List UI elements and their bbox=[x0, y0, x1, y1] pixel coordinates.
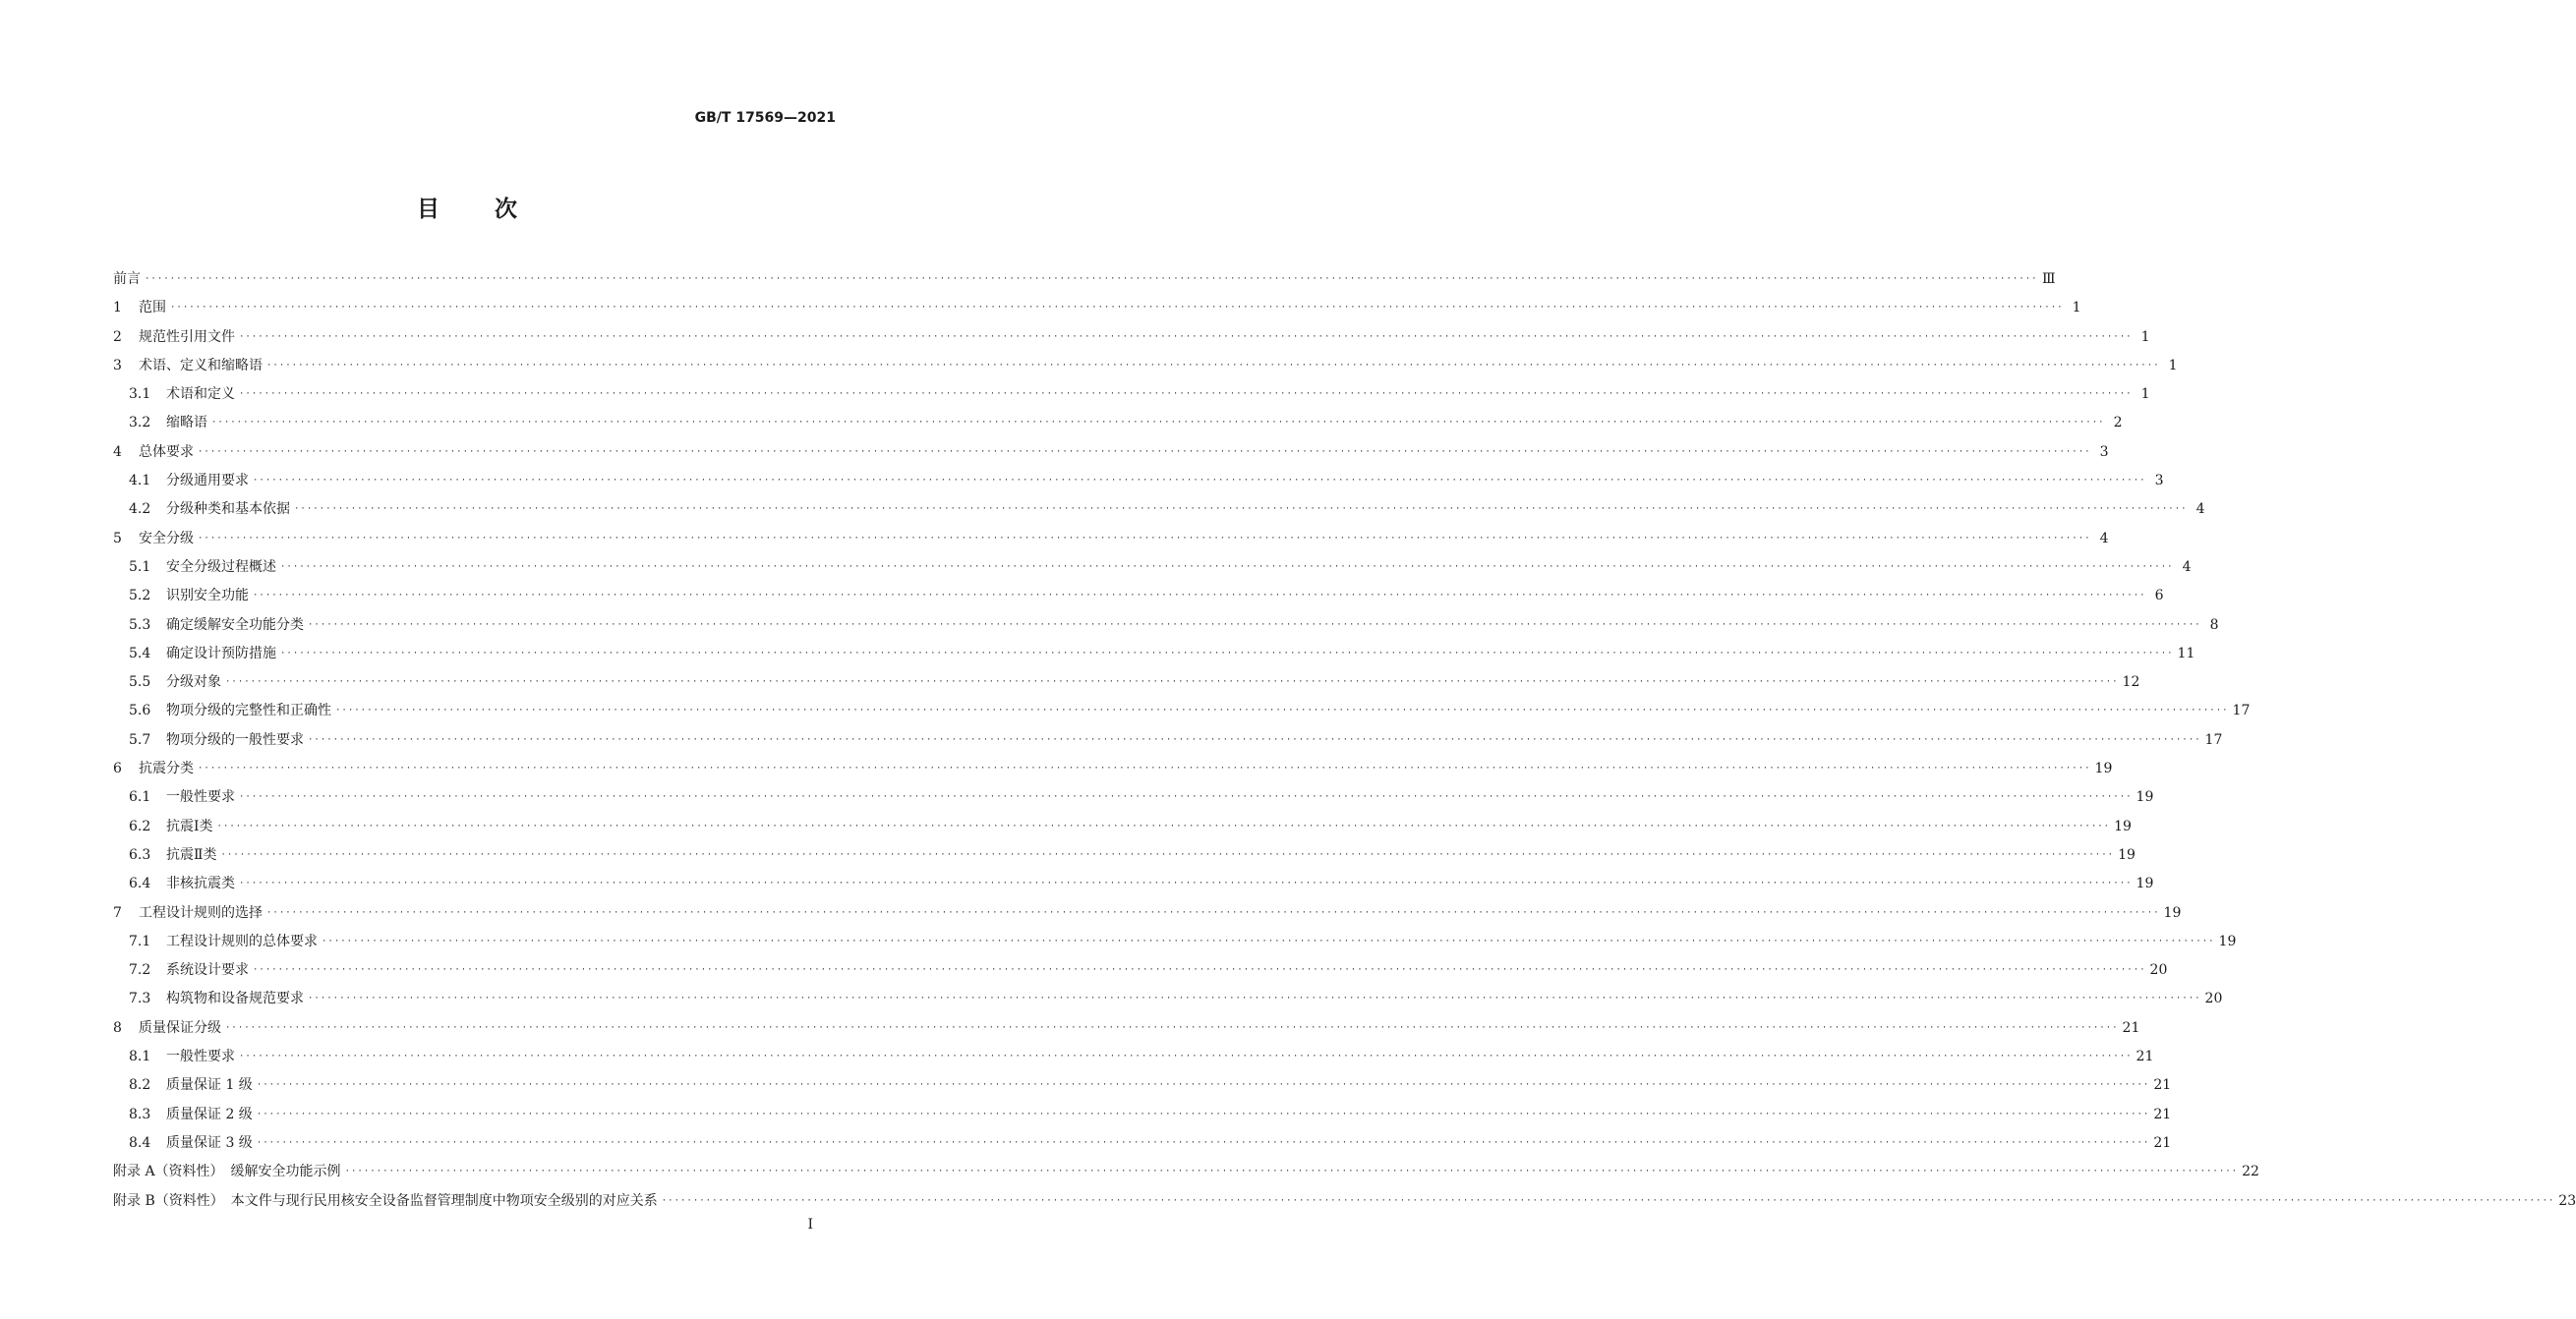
toc-entry[interactable] bbox=[113, 1101, 2172, 1129]
toc-entry-page: 17 bbox=[2232, 703, 2251, 719]
toc-entry[interactable] bbox=[113, 899, 2182, 928]
toc-entry[interactable] bbox=[113, 1129, 2172, 1158]
toc-entry-number: 2 bbox=[113, 328, 122, 345]
toc-leader-dots: ············································································································································································································································································································ bbox=[170, 303, 2064, 314]
toc-entry-number: 5.4 bbox=[129, 645, 151, 661]
toc-leader-dots: ············································································································································································································································································································ bbox=[198, 533, 2091, 544]
toc-entry-page: 8 bbox=[2209, 616, 2219, 633]
toc-leader-dots: ············································································································································································································································································································ bbox=[239, 389, 2133, 400]
toc-entry-label: 物项分级的一般性要求 bbox=[166, 731, 304, 748]
toc-entry-number: 5.3 bbox=[129, 616, 151, 633]
page-folio: I bbox=[807, 1217, 813, 1233]
toc-entry[interactable] bbox=[113, 755, 2113, 783]
toc-entry-number: 8 bbox=[113, 1019, 122, 1036]
toc-leader-dots: ············································································································································································································································································································ bbox=[216, 821, 2111, 832]
toc-entry-label: 分级对象 bbox=[166, 674, 221, 691]
toc-leader-dots: ············································································································································································································································································································ bbox=[239, 879, 2133, 889]
toc-entry-page: 6 bbox=[2154, 588, 2164, 604]
toc-entry[interactable] bbox=[113, 265, 2056, 294]
toc-entry-page: 20 bbox=[2204, 991, 2223, 1007]
toc-entry-page: 12 bbox=[2122, 674, 2140, 691]
toc-leader-dots: ············································································································································································································································································································ bbox=[308, 619, 2201, 630]
toc-entry[interactable] bbox=[113, 1014, 2140, 1043]
toc-leader-dots: ············································································································································································································································································································ bbox=[239, 1052, 2133, 1062]
toc-leader-dots: ············································································································································································································································································································ bbox=[225, 677, 2119, 688]
toc-leader-dots: ············································································································································································································································································································ bbox=[198, 446, 2091, 457]
toc-entry-number: 6 bbox=[113, 761, 122, 777]
toc-entry-page: 1 bbox=[2072, 300, 2081, 316]
toc-leader-dots: ············································································································································································································································································································ bbox=[308, 994, 2201, 1004]
toc-entry-label: 抗震Ⅱ类 bbox=[166, 846, 217, 863]
toc-entry-number: 5.7 bbox=[129, 731, 151, 748]
toc-entry-number: 1 bbox=[113, 300, 122, 316]
toc-leader-dots: ············································································································································································································································································································ bbox=[280, 648, 2174, 659]
toc-leader-dots: ············································································································································································································································································································ bbox=[294, 504, 2188, 515]
toc-entry-page: 2 bbox=[2113, 415, 2123, 431]
toc-entry[interactable] bbox=[113, 956, 2168, 985]
toc-entry-number: 5.1 bbox=[129, 558, 151, 575]
toc-entry-number: 5 bbox=[113, 530, 122, 546]
toc-title-part1: 目 bbox=[417, 197, 439, 222]
toc-entry-number: 3 bbox=[113, 357, 122, 373]
toc-entry-number: 7 bbox=[113, 904, 122, 921]
toc-entry-page: 21 bbox=[2153, 1106, 2172, 1122]
toc-leader-dots: ············································································································································································································································································································ bbox=[280, 561, 2174, 572]
toc-entry-page: 17 bbox=[2204, 731, 2223, 748]
toc-entry-number: 8.4 bbox=[129, 1134, 151, 1151]
toc-entry[interactable] bbox=[113, 1071, 2172, 1100]
toc-entry-label: 缩略语 bbox=[166, 415, 207, 431]
toc-entry[interactable] bbox=[113, 985, 2223, 1013]
toc-leader-dots: ············································································································································································································································································································ bbox=[253, 591, 2146, 602]
toc-entry-label: 构筑物和设备规范要求 bbox=[166, 991, 304, 1007]
toc-title bbox=[0, 191, 934, 223]
toc-entry-number: 5.2 bbox=[129, 588, 151, 604]
toc-entry[interactable] bbox=[113, 438, 2109, 467]
toc-entry[interactable] bbox=[113, 668, 2140, 697]
toc-entry-number: 3.1 bbox=[129, 386, 151, 403]
toc-leader-dots: ············································································································································································································································································································ bbox=[256, 1080, 2150, 1091]
toc-entry-label: 确定缓解安全功能分类 bbox=[166, 616, 304, 633]
toc-entry-number: 5.5 bbox=[129, 674, 151, 691]
toc-entry-label: 附录 B（资料性） 本文件与现行民用核安全设备监督管理制度中物项安全级别的对应关系 bbox=[113, 1192, 658, 1209]
toc-entry-page: 19 bbox=[2118, 846, 2136, 863]
toc-entry-number: 8.3 bbox=[129, 1106, 151, 1122]
toc-entry-label: 安全分级过程概述 bbox=[166, 558, 276, 575]
toc-entry-label: 分级种类和基本依据 bbox=[166, 501, 290, 518]
toc-entry-page: 1 bbox=[2168, 357, 2178, 373]
toc-entry-page: 21 bbox=[2136, 1049, 2154, 1065]
toc-entry-number: 7.3 bbox=[129, 991, 151, 1007]
toc-leader-dots: ············································································································································································································································································································ bbox=[145, 274, 2038, 284]
toc-entry-label: 工程设计规则的总体要求 bbox=[166, 933, 318, 949]
toc-entry-label: 系统设计要求 bbox=[166, 962, 249, 979]
toc-entry[interactable] bbox=[113, 1187, 2576, 1216]
toc-entry-label: 规范性引用文件 bbox=[139, 328, 235, 345]
toc-entry-label: 质量保证 3 级 bbox=[166, 1134, 253, 1151]
toc-leader-dots: ············································································································································································································································································································ bbox=[308, 734, 2201, 745]
toc-leader-dots: ············································································································································································································································································································ bbox=[239, 792, 2133, 803]
toc-entry-label: 术语和定义 bbox=[166, 386, 235, 403]
toc-entry[interactable] bbox=[113, 467, 2164, 495]
toc-entry-page: 19 bbox=[2114, 818, 2132, 834]
toc-leader-dots: ············································································································································································································································································································ bbox=[335, 706, 2229, 717]
toc-entry-page: 3 bbox=[2099, 443, 2109, 460]
toc-entry-number: 4 bbox=[113, 443, 122, 460]
toc-entry-label: 识别安全功能 bbox=[166, 588, 249, 604]
toc-entry[interactable] bbox=[113, 294, 2081, 322]
toc-entry[interactable] bbox=[113, 1158, 2259, 1186]
toc-entry-page: 4 bbox=[2195, 501, 2205, 518]
toc-entry-page: 19 bbox=[2094, 761, 2113, 777]
toc-entry-label: 质量保证 2 级 bbox=[166, 1106, 253, 1122]
toc-entry-number: 8.2 bbox=[129, 1077, 151, 1094]
toc-leader-dots: ············································································································································································································································································································ bbox=[256, 1137, 2150, 1148]
toc-entry[interactable] bbox=[113, 582, 2164, 610]
toc-entry-label: 安全分级 bbox=[139, 530, 194, 546]
toc-leader-dots: ············································································································································································································································································································ bbox=[344, 1167, 2239, 1177]
toc-entry[interactable] bbox=[113, 726, 2223, 755]
toc-entry[interactable] bbox=[113, 525, 2109, 553]
toc-entry-number: 5.6 bbox=[129, 703, 151, 719]
toc-leader-dots: ············································································································································································································································································································ bbox=[266, 360, 2160, 371]
toc-entry-number: 6.2 bbox=[129, 818, 151, 834]
toc-entry-page: 4 bbox=[2099, 530, 2109, 546]
toc-entry-number: 8.1 bbox=[129, 1049, 151, 1065]
toc-entry[interactable] bbox=[113, 495, 2205, 524]
toc-entry-page: 21 bbox=[2153, 1077, 2172, 1094]
toc-entry[interactable] bbox=[113, 841, 2136, 870]
toc-entry-number: 6.4 bbox=[129, 876, 151, 892]
toc-entry-page: 19 bbox=[2163, 904, 2182, 921]
toc-entry-label: 工程设计规则的选择 bbox=[139, 904, 263, 921]
toc-entry-page: 19 bbox=[2218, 933, 2237, 949]
toc-entry-number: 3.2 bbox=[129, 415, 151, 431]
toc-entry-number: 7.1 bbox=[129, 933, 151, 949]
toc-entry-page: 21 bbox=[2122, 1019, 2140, 1036]
toc-entry-page: 19 bbox=[2136, 789, 2154, 806]
toc-entry[interactable] bbox=[113, 928, 2237, 956]
standard-number: GB/T 17569—2021 bbox=[694, 110, 836, 126]
toc-entry-label: 质量保证分级 bbox=[139, 1019, 221, 1036]
toc-entry-label: 一般性要求 bbox=[166, 789, 235, 806]
toc-entry-page: 3 bbox=[2154, 473, 2164, 489]
toc-entry-number: 4.2 bbox=[129, 501, 151, 518]
toc-leader-dots: ············································································································································································································································································································ bbox=[322, 936, 2215, 946]
toc-entry-label: 范围 bbox=[139, 300, 166, 316]
toc-entry-page: 21 bbox=[2153, 1134, 2172, 1151]
toc-entry-page: 22 bbox=[2242, 1164, 2259, 1180]
toc-entry[interactable] bbox=[113, 323, 2150, 352]
table-of-contents bbox=[113, 265, 2576, 1216]
toc-entry[interactable] bbox=[113, 553, 2192, 582]
toc-entry[interactable] bbox=[113, 409, 2123, 437]
toc-leader-dots: ············································································································································································································································································································ bbox=[225, 1022, 2119, 1033]
toc-entry-page: 11 bbox=[2177, 645, 2195, 661]
toc-entry-label: 附录 A（资料性） 缓解安全功能示例 bbox=[113, 1164, 341, 1180]
toc-entry-page: 19 bbox=[2136, 876, 2154, 892]
toc-entry-number: 6.1 bbox=[129, 789, 151, 806]
toc-entry-page: 20 bbox=[2149, 962, 2168, 979]
toc-entry[interactable] bbox=[113, 783, 2154, 812]
toc-entry-label: 一般性要求 bbox=[166, 1049, 235, 1065]
toc-entry-page: 1 bbox=[2140, 328, 2150, 345]
toc-entry-page: 1 bbox=[2140, 386, 2150, 403]
toc-entry-label: 术语、定义和缩略语 bbox=[139, 357, 263, 373]
toc-entry[interactable] bbox=[113, 1043, 2154, 1071]
toc-entry[interactable] bbox=[113, 813, 2132, 841]
toc-entry-label: 物项分级的完整性和正确性 bbox=[166, 703, 331, 719]
toc-leader-dots: ············································································································································································································································································································ bbox=[211, 418, 2105, 429]
toc-entry-number: 6.3 bbox=[129, 846, 151, 863]
toc-leader-dots: ············································································································································································································································································································ bbox=[661, 1195, 2555, 1206]
toc-entry-label: 确定设计预防措施 bbox=[166, 645, 276, 661]
toc-entry-label: 抗震Ⅰ类 bbox=[166, 818, 213, 834]
toc-leader-dots: ············································································································································································································································································································ bbox=[253, 965, 2146, 976]
toc-entry-label: 抗震分类 bbox=[139, 761, 194, 777]
toc-leader-dots: ············································································································································································································································································································ bbox=[220, 849, 2115, 860]
toc-entry-number: 4.1 bbox=[129, 473, 151, 489]
toc-entry[interactable] bbox=[113, 380, 2150, 409]
toc-entry-page: 23 bbox=[2558, 1192, 2576, 1209]
toc-entry[interactable] bbox=[113, 870, 2154, 898]
toc-leader-dots: ············································································································································································································································································································ bbox=[198, 764, 2091, 774]
toc-leader-dots: ············································································································································································································································································································ bbox=[253, 476, 2146, 487]
toc-entry[interactable] bbox=[113, 640, 2195, 668]
toc-entry[interactable] bbox=[113, 697, 2251, 725]
toc-entry[interactable] bbox=[113, 611, 2219, 640]
toc-entry-label: 质量保证 1 级 bbox=[166, 1077, 253, 1094]
toc-title-part2: 次 bbox=[495, 197, 517, 222]
toc-entry-label: 分级通用要求 bbox=[166, 473, 249, 489]
toc-leader-dots: ············································································································································································································································································································ bbox=[239, 331, 2133, 342]
toc-leader-dots: ············································································································································································································································································································ bbox=[256, 1109, 2150, 1119]
toc-entry-page: Ⅲ bbox=[2042, 271, 2056, 287]
toc-leader-dots: ············································································································································································································································································································ bbox=[266, 907, 2160, 918]
toc-entry-number: 7.2 bbox=[129, 962, 151, 979]
toc-entry-page: 4 bbox=[2182, 558, 2192, 575]
toc-entry-label: 非核抗震类 bbox=[166, 876, 235, 892]
toc-entry-label: 总体要求 bbox=[139, 443, 194, 460]
toc-entry-label: 前言 bbox=[113, 271, 141, 287]
toc-entry[interactable] bbox=[113, 352, 2178, 380]
